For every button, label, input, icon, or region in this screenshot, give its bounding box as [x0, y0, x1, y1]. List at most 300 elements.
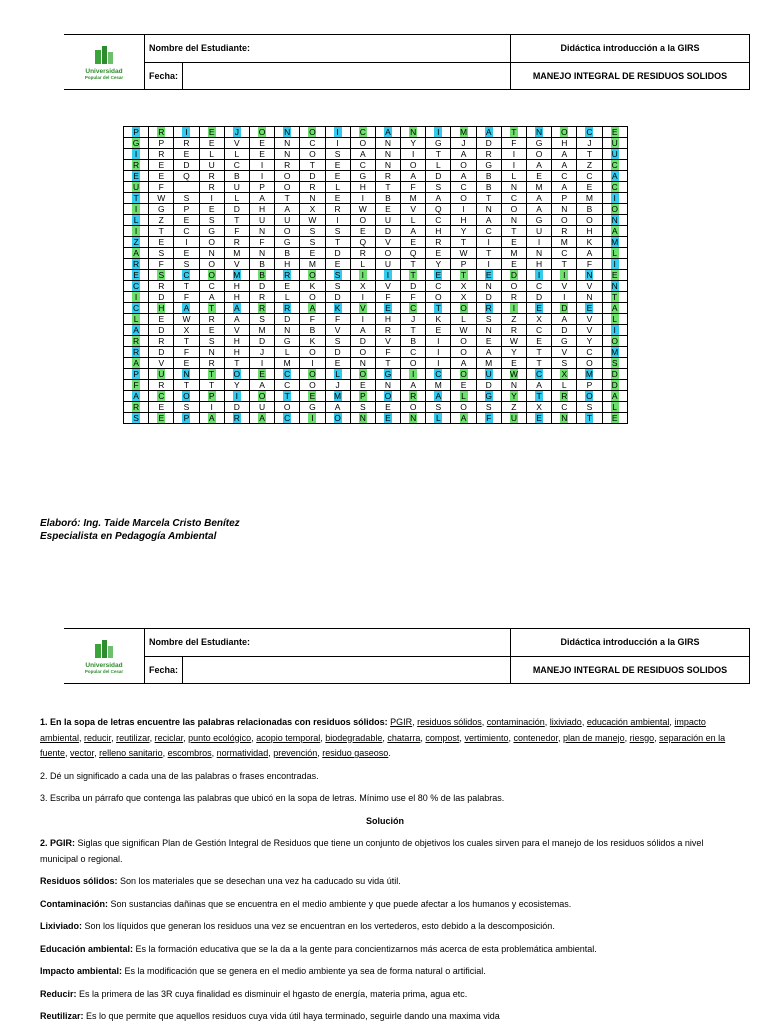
grid-cell: A — [325, 402, 350, 413]
grid-cell: M — [451, 127, 476, 138]
keyword: plan de manejo — [563, 732, 625, 743]
grid-cell: X — [300, 204, 325, 215]
grid-cell: A — [249, 193, 274, 204]
grid-cell: I — [325, 138, 350, 149]
grid-cell: L — [451, 314, 476, 325]
grid-cell: T — [224, 215, 249, 226]
grid-row — [124, 149, 628, 160]
grid-row — [124, 270, 628, 281]
grid-cell: P — [577, 380, 602, 391]
grid-cell: M — [401, 193, 426, 204]
grid-cell: A — [249, 380, 274, 391]
grid-cell: A — [476, 127, 501, 138]
grid-cell: I — [375, 270, 400, 281]
grid-cell: T — [577, 149, 602, 160]
header-table-top — [64, 34, 750, 90]
grid-cell: R — [149, 281, 174, 292]
grid-cell: G — [527, 215, 552, 226]
grid-cell: A — [375, 127, 400, 138]
grid-cell: O — [300, 369, 325, 380]
grid-cell: G — [124, 138, 149, 149]
grid-cell: A — [124, 248, 149, 259]
grid-cell: B — [249, 270, 274, 281]
grid-cell: H — [426, 226, 451, 237]
grid-cell: I — [124, 204, 149, 215]
grid-cell: V — [224, 259, 249, 270]
grid-cell: A — [300, 303, 325, 314]
grid-cell: R — [275, 160, 300, 171]
grid-cell: R — [275, 303, 300, 314]
grid-cell: S — [249, 314, 274, 325]
grid-cell: S — [149, 270, 174, 281]
keyword: escombros — [167, 748, 212, 758]
grid-cell: B — [476, 171, 501, 182]
grid-cell: O — [249, 391, 274, 402]
grid-row — [124, 160, 628, 171]
author-block — [40, 517, 240, 543]
grid-cell: D — [552, 303, 577, 314]
grid-cell: G — [300, 402, 325, 413]
grid-cell: E — [149, 314, 174, 325]
definition-text: Es lo que permite que aquellos residuos cuya vida útil haya terminado, seguirle dando una maxima vida — [83, 1011, 500, 1021]
grid-cell: I — [451, 204, 476, 215]
grid-cell: E — [275, 281, 300, 292]
grid-cell: T — [501, 127, 526, 138]
grid-cell: F — [249, 237, 274, 248]
header-table-bottom — [64, 628, 750, 684]
grid-cell: R — [249, 292, 274, 303]
grid-cell: I — [174, 237, 199, 248]
grid-cell: E — [577, 182, 602, 193]
grid-cell: X — [552, 369, 577, 380]
grid-cell: N — [552, 204, 577, 215]
grid-cell: C — [527, 369, 552, 380]
grid-row — [124, 237, 628, 248]
grid-cell: I — [249, 160, 274, 171]
grid-cell: M — [476, 358, 501, 369]
grid-cell: G — [275, 336, 300, 347]
grid-cell: E — [375, 413, 400, 424]
grid-cell: Y — [501, 347, 526, 358]
grid-cell: A — [527, 160, 552, 171]
grid-cell: F — [577, 259, 602, 270]
grid-cell: E — [476, 336, 501, 347]
grid-cell: B — [249, 259, 274, 270]
keyword: residuos sólidos — [417, 717, 482, 727]
grid-cell: C — [224, 160, 249, 171]
grid-cell: R — [149, 149, 174, 160]
grid-cell: O — [350, 215, 375, 226]
grid-cell: E — [174, 358, 199, 369]
grid-cell: C — [350, 160, 375, 171]
grid-row — [124, 402, 628, 413]
grid-cell: D — [426, 171, 451, 182]
grid-row — [124, 358, 628, 369]
grid-cell: R — [199, 314, 224, 325]
grid-cell: X — [451, 281, 476, 292]
grid-cell: E — [149, 160, 174, 171]
grid-cell: X — [350, 281, 375, 292]
grid-cell: D — [300, 171, 325, 182]
grid-cell: V — [577, 325, 602, 336]
grid-cell: L — [602, 248, 627, 259]
grid-cell: C — [401, 347, 426, 358]
grid-cell: R — [300, 182, 325, 193]
grid-cell: A — [527, 193, 552, 204]
grid-cell: S — [199, 215, 224, 226]
grid-cell: A — [124, 325, 149, 336]
grid-cell: R — [426, 237, 451, 248]
question-1-intro: 1. En la sopa de letras encuentre las palabras relacionadas con residuos sólidos: — [40, 717, 391, 727]
grid-cell: N — [577, 292, 602, 303]
grid-cell: R — [552, 391, 577, 402]
grid-cell: H — [275, 259, 300, 270]
grid-cell: O — [300, 270, 325, 281]
grid-row — [124, 347, 628, 358]
grid-cell: I — [501, 160, 526, 171]
grid-cell: S — [325, 281, 350, 292]
grid-cell: C — [275, 413, 300, 424]
grid-cell: E — [199, 325, 224, 336]
grid-cell: U — [249, 402, 274, 413]
grid-cell: M — [325, 391, 350, 402]
grid-cell: P — [199, 391, 224, 402]
grid-cell: R — [124, 259, 149, 270]
grid-cell: T — [325, 237, 350, 248]
grid-cell: I — [426, 127, 451, 138]
grid-cell: Z — [149, 215, 174, 226]
definition-term: 2. PGIR: — [40, 838, 76, 848]
grid-cell: O — [325, 413, 350, 424]
grid-cell: N — [249, 248, 274, 259]
grid-cell: R — [501, 325, 526, 336]
grid-cell: V — [552, 281, 577, 292]
grid-cell: A — [527, 204, 552, 215]
grid-cell: P — [552, 193, 577, 204]
grid-cell: A — [602, 391, 627, 402]
grid-cell: R — [350, 248, 375, 259]
grid-cell: O — [224, 369, 249, 380]
grid-cell: T — [476, 248, 501, 259]
grid-cell: D — [325, 292, 350, 303]
grid-cell: T — [426, 303, 451, 314]
grid-cell: U — [124, 182, 149, 193]
grid-cell: O — [401, 160, 426, 171]
grid-cell: C — [124, 281, 149, 292]
grid-cell: D — [174, 160, 199, 171]
grid-cell: T — [199, 303, 224, 314]
grid-cell: U — [199, 160, 224, 171]
grid-cell: J — [451, 138, 476, 149]
grid-cell: M — [577, 369, 602, 380]
grid-row — [124, 380, 628, 391]
grid-cell: V — [224, 325, 249, 336]
grid-row — [124, 292, 628, 303]
grid-cell: S — [325, 270, 350, 281]
grid-cell: G — [552, 336, 577, 347]
grid-row — [124, 369, 628, 380]
grid-cell: T — [476, 193, 501, 204]
keyword: normatividad — [216, 748, 269, 758]
grid-cell: O — [552, 127, 577, 138]
grid-cell: T — [124, 193, 149, 204]
grid-row — [124, 391, 628, 402]
grid-cell: O — [451, 347, 476, 358]
date-field-2[interactable] — [183, 656, 511, 684]
grid-cell: H — [224, 336, 249, 347]
grid-cell: U — [527, 226, 552, 237]
grid-cell: C — [527, 325, 552, 336]
grid-cell: T — [174, 281, 199, 292]
grid-cell: C — [401, 303, 426, 314]
grid-row — [124, 215, 628, 226]
grid-cell: A — [249, 413, 274, 424]
grid-cell: N — [375, 160, 400, 171]
grid-cell: E — [375, 204, 400, 215]
grid-cell: N — [527, 127, 552, 138]
grid-cell: Z — [577, 160, 602, 171]
grid-cell: D — [401, 281, 426, 292]
grid-cell: A — [476, 347, 501, 358]
date-field[interactable] — [183, 62, 511, 90]
grid-cell: N — [350, 358, 375, 369]
keyword: reciclar — [154, 732, 184, 743]
grid-cell: N — [501, 380, 526, 391]
grid-cell: V — [325, 325, 350, 336]
grid-cell: A — [552, 182, 577, 193]
grid-cell: D — [375, 226, 400, 237]
university-name-2: Universidad — [85, 662, 123, 669]
grid-cell: A — [451, 358, 476, 369]
grid-cell: C — [275, 369, 300, 380]
grid-cell: X — [527, 402, 552, 413]
grid-cell: D — [224, 402, 249, 413]
grid-cell: S — [577, 402, 602, 413]
grid-cell: V — [375, 237, 400, 248]
grid-cell: Y — [426, 259, 451, 270]
grid-cell: V — [224, 138, 249, 149]
grid-cell: A — [577, 248, 602, 259]
grid-cell: E — [149, 171, 174, 182]
grid-cell: E — [577, 303, 602, 314]
grid-cell: X — [451, 292, 476, 303]
definitions-list — [40, 836, 730, 1025]
grid-cell: W — [451, 325, 476, 336]
grid-row — [124, 171, 628, 182]
grid-cell: I — [602, 325, 627, 336]
grid-cell: O — [275, 171, 300, 182]
grid-cell: B — [476, 182, 501, 193]
course-title-2: Didáctica introducción a la GIRS — [511, 629, 750, 657]
keyword: residuo gaseoso — [322, 748, 389, 758]
grid-cell: A — [451, 171, 476, 182]
grid-cell: C — [275, 380, 300, 391]
grid-cell: N — [249, 226, 274, 237]
grid-cell: U — [249, 215, 274, 226]
grid-cell: B — [224, 171, 249, 182]
grid-cell: E — [300, 248, 325, 259]
grid-cell: H — [552, 138, 577, 149]
keyword: vertimiento — [464, 732, 509, 743]
grid-cell: E — [174, 149, 199, 160]
grid-cell: F — [401, 182, 426, 193]
grid-cell: R — [476, 303, 501, 314]
grid-cell: R — [375, 171, 400, 182]
grid-cell: V — [350, 303, 375, 314]
grid-cell: E — [501, 237, 526, 248]
grid-cell: I — [602, 259, 627, 270]
grid-cell: C — [451, 182, 476, 193]
grid-cell: N — [275, 325, 300, 336]
grid-cell: U — [602, 149, 627, 160]
grid-cell: C — [552, 402, 577, 413]
grid-cell: L — [275, 292, 300, 303]
grid-cell: C — [426, 369, 451, 380]
definition-text: Son los líquidos que generan los residuos una vez se encuentran en los vertederos, esto debido a la descomposición. — [82, 921, 555, 931]
grid-cell: E — [501, 259, 526, 270]
grid-cell: R — [124, 336, 149, 347]
grid-cell: I — [325, 127, 350, 138]
grid-cell: T — [149, 226, 174, 237]
grid-cell: I — [124, 149, 149, 160]
keyword: riesgo — [629, 732, 655, 743]
grid-cell: E — [325, 193, 350, 204]
grid-cell: F — [224, 226, 249, 237]
grid-cell: F — [375, 292, 400, 303]
grid-row — [124, 248, 628, 259]
grid-cell: E — [426, 325, 451, 336]
grid-cell: I — [124, 226, 149, 237]
grid-cell: W — [350, 204, 375, 215]
grid-cell: A — [350, 149, 375, 160]
grid-cell: A — [224, 303, 249, 314]
grid-cell: G — [476, 160, 501, 171]
grid-cell: N — [174, 369, 199, 380]
grid-cell: L — [401, 215, 426, 226]
definition-text: Siglas que significan Plan de Gestión Integral de Residuos que tiene un conjunto de objetivos los cuales sirven para el manejo de los residuos sólidos a nivel municipal o regional. — [40, 838, 704, 864]
grid-cell: I — [350, 193, 375, 204]
grid-cell: S — [300, 237, 325, 248]
grid-cell: E — [602, 270, 627, 281]
grid-cell: V — [375, 281, 400, 292]
grid-cell: R — [199, 171, 224, 182]
grid-cell: O — [451, 369, 476, 380]
grid-cell: P — [124, 127, 149, 138]
grid-cell: N — [199, 347, 224, 358]
definition-term: Lixiviado: — [40, 921, 83, 931]
grid-cell: C — [300, 138, 325, 149]
grid-cell: D — [149, 347, 174, 358]
grid-cell: O — [426, 292, 451, 303]
grid-cell: O — [451, 193, 476, 204]
grid-cell: I — [401, 149, 426, 160]
definition-term: Reducir: — [40, 988, 77, 999]
grid-cell: N — [602, 281, 627, 292]
grid-cell: D — [501, 270, 526, 281]
grid-cell: N — [375, 138, 400, 149]
grid-cell: T — [602, 292, 627, 303]
grid-cell: R — [174, 138, 199, 149]
grid-cell: T — [401, 325, 426, 336]
grid-cell: A — [426, 391, 451, 402]
date-label-2: Fecha: — [145, 656, 183, 684]
grid-row — [124, 193, 628, 204]
grid-cell: M — [300, 259, 325, 270]
question-2: 2. Dé un significado a cada una de las palabras o frases encontradas. — [40, 770, 319, 781]
grid-cell: D — [527, 292, 552, 303]
grid-cell: B — [300, 325, 325, 336]
grid-cell: L — [350, 259, 375, 270]
grid-cell: B — [275, 248, 300, 259]
definition-term: Reutilizar: — [40, 1011, 84, 1021]
grid-cell: U — [275, 215, 300, 226]
grid-cell: Y — [224, 380, 249, 391]
solution-title: Solución — [366, 815, 404, 826]
grid-cell: E — [375, 402, 400, 413]
grid-cell: I — [501, 303, 526, 314]
grid-cell: S — [124, 413, 149, 424]
grid-cell: I — [350, 270, 375, 281]
grid-cell: R — [552, 226, 577, 237]
grid-cell: L — [124, 215, 149, 226]
grid-cell: I — [124, 292, 149, 303]
grid-cell: W — [451, 248, 476, 259]
grid-cell: E — [199, 138, 224, 149]
grid-cell: N — [275, 138, 300, 149]
grid-cell: X — [527, 314, 552, 325]
topic-title: MANEJO INTEGRAL DE RESIDUOS SOLIDOS — [511, 62, 750, 90]
definition-term: Residuos sólidos: — [40, 876, 118, 886]
definition-term: Impacto ambiental: — [40, 966, 123, 976]
grid-cell: R — [149, 127, 174, 138]
grid-cell: T — [401, 259, 426, 270]
grid-cell: E — [149, 413, 174, 424]
grid-cell: U — [149, 369, 174, 380]
keyword: lixiviado — [549, 717, 582, 727]
grid-cell: E — [426, 270, 451, 281]
keyword: contaminación — [486, 717, 545, 727]
grid-cell: T — [300, 160, 325, 171]
grid-cell: Z — [501, 402, 526, 413]
grid-cell: U — [375, 215, 400, 226]
grid-cell: W — [501, 369, 526, 380]
grid-cell: J — [325, 380, 350, 391]
grid-cell: Y — [451, 226, 476, 237]
keyword: reducir — [84, 732, 112, 743]
grid-cell: S — [174, 402, 199, 413]
grid-cell: L — [602, 402, 627, 413]
grid-cell: N — [476, 204, 501, 215]
grid-cell: M — [577, 193, 602, 204]
grid-cell: E — [401, 237, 426, 248]
grid-cell: O — [300, 347, 325, 358]
grid-cell: I — [602, 193, 627, 204]
grid-cell: H — [224, 281, 249, 292]
grid-cell: O — [602, 204, 627, 215]
grid-row — [124, 303, 628, 314]
grid-cell: O — [602, 336, 627, 347]
grid-cell: E — [249, 369, 274, 380]
question-1 — [40, 715, 730, 762]
grid-cell: C — [501, 193, 526, 204]
grid-cell: N — [199, 248, 224, 259]
grid-cell: F — [124, 380, 149, 391]
grid-cell: L — [124, 314, 149, 325]
grid-cell: U — [375, 259, 400, 270]
grid-cell: D — [476, 292, 501, 303]
grid-cell: O — [199, 259, 224, 270]
grid-cell: O — [451, 303, 476, 314]
